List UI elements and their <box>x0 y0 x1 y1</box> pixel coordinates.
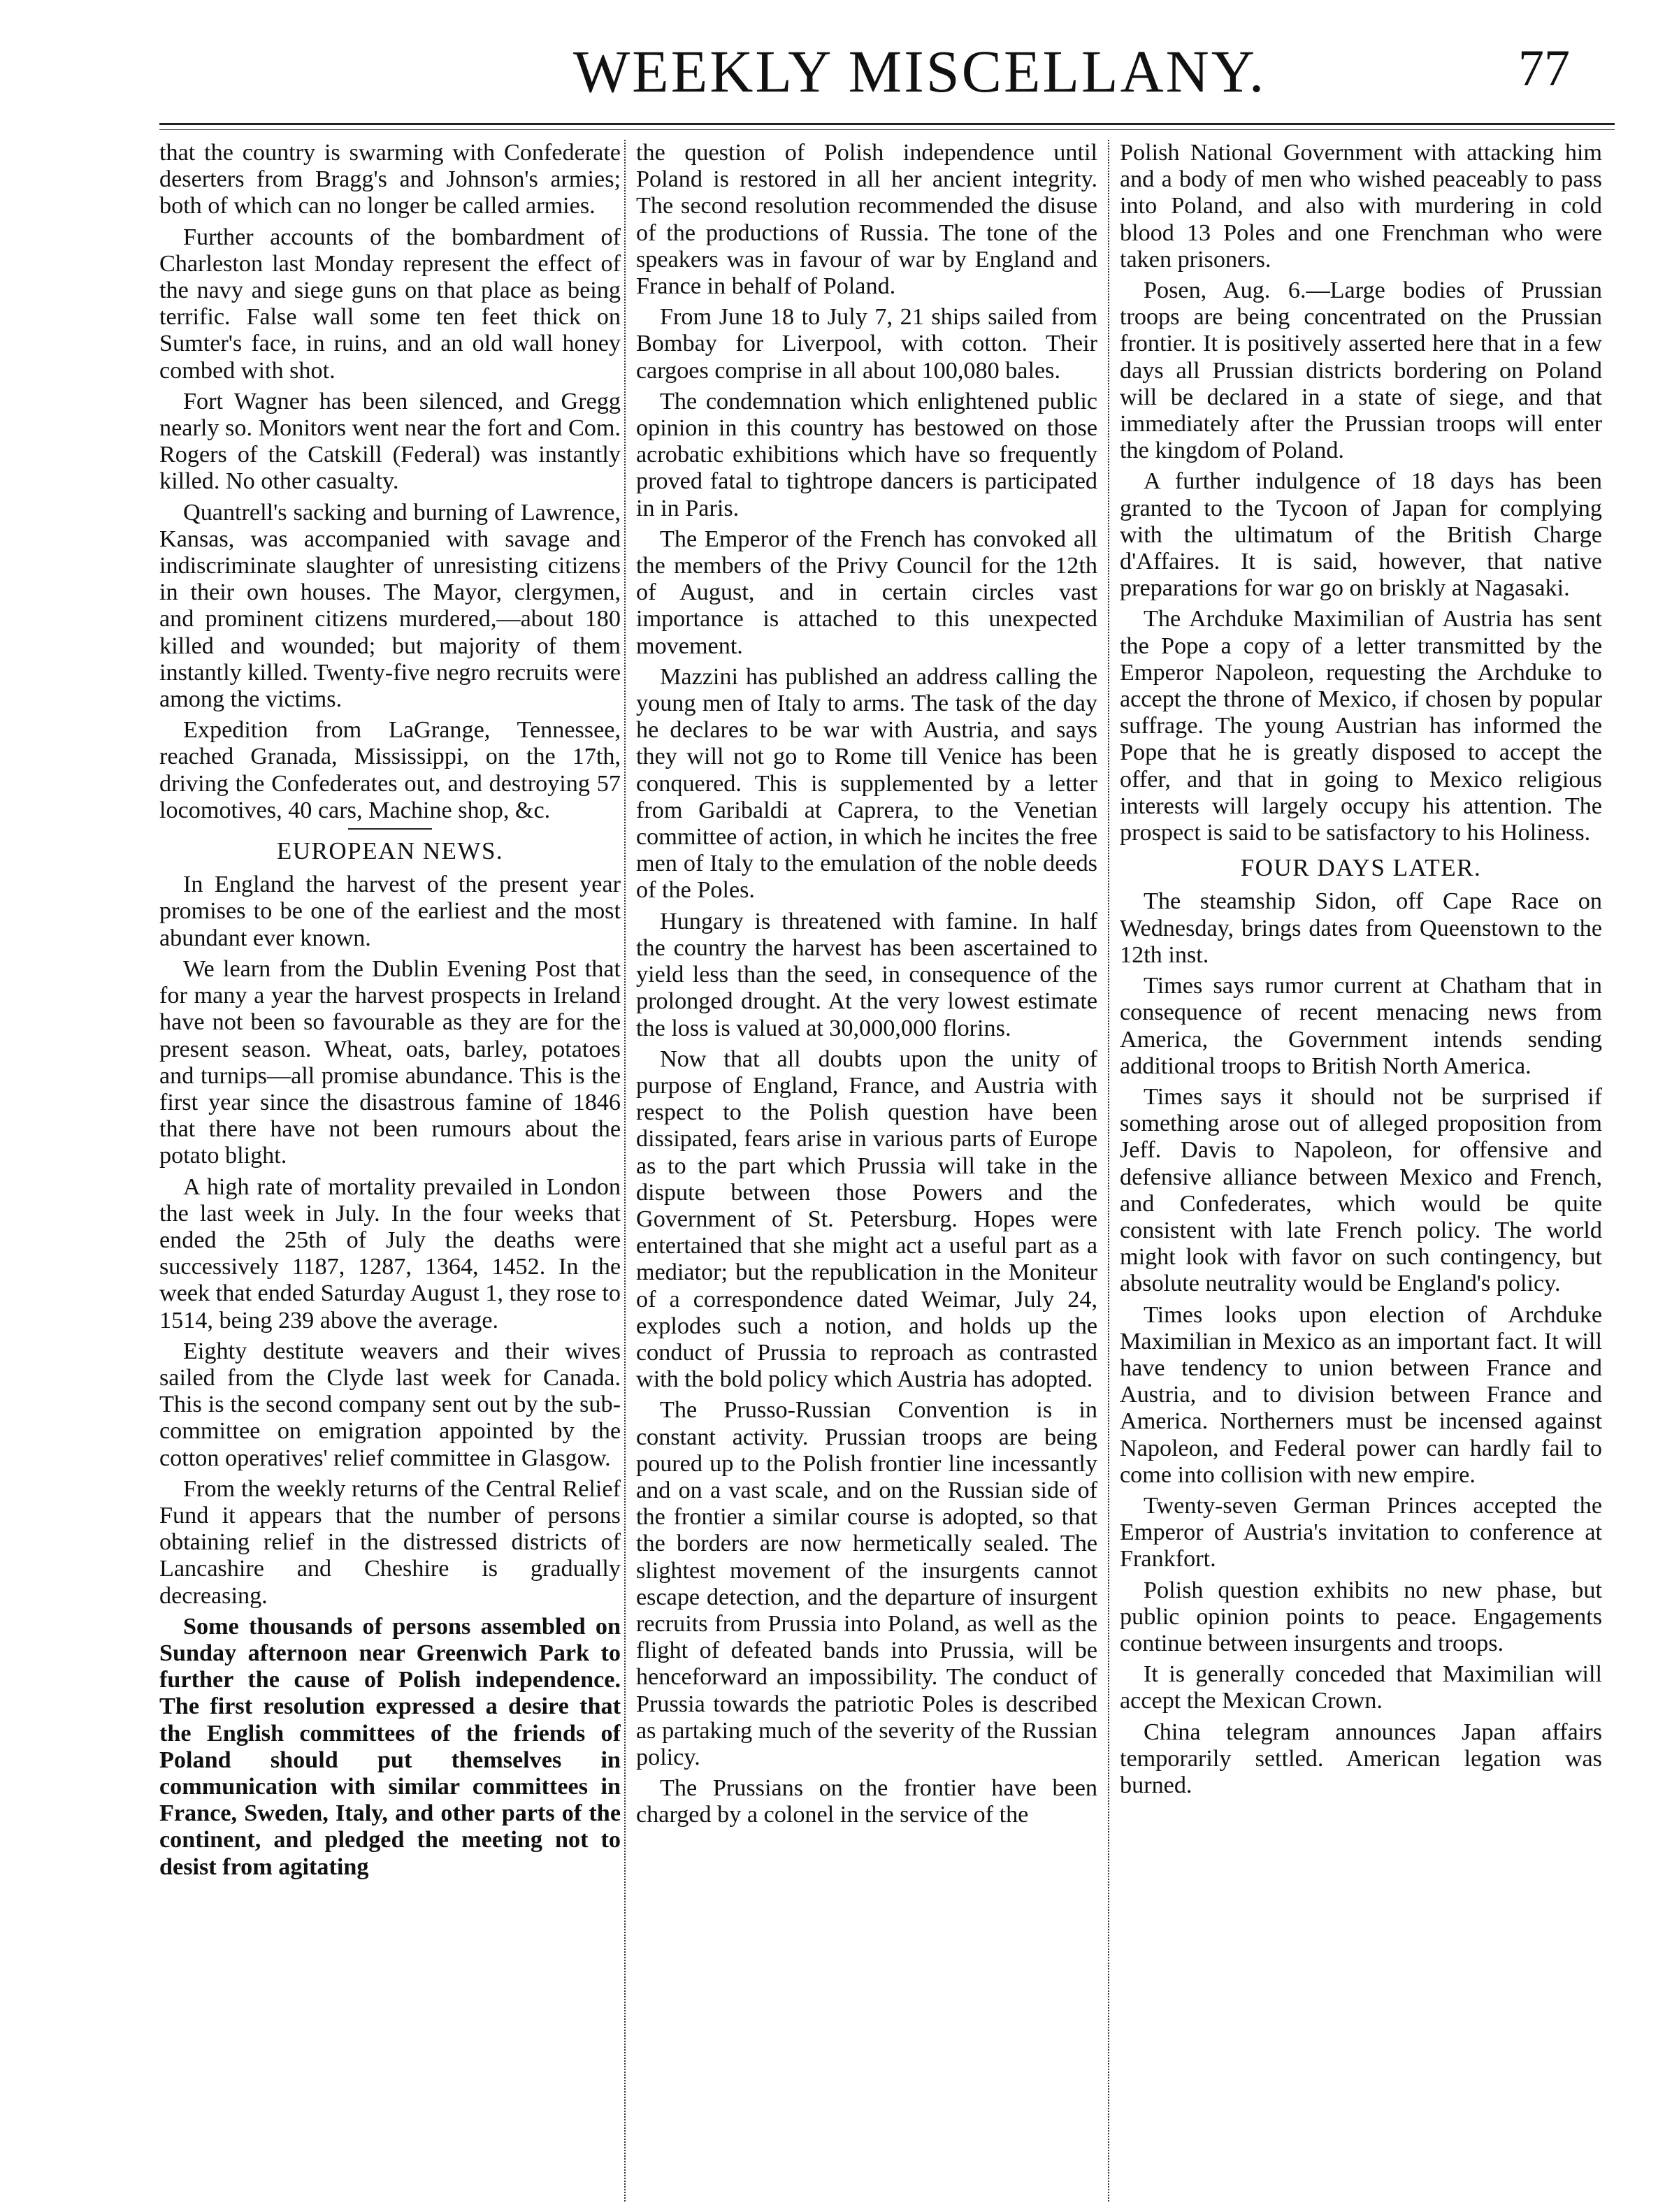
paragraph: Posen, Aug. 6.—Large bodies of Prussian troops are being concentrated on the Prussian frontier. It is positively asserted here that in a few days all Prussian districts bordering on Poland will be declared in a state of siege, and that immediately after the Prussian troops will enter the kingdom of Poland. <box>1120 277 1602 464</box>
masthead <box>0 28 1665 126</box>
paragraph: Polish National Government with attacking him and a body of men who wished peaceably to pass into Poland, and also with murdering in cold blood 13 Poles and one Frenchman who were taken prisoners. <box>1120 140 1602 273</box>
paragraph: The Prussians on the frontier have been charged by a colonel in the service of the <box>636 1775 1097 1828</box>
paragraph: The Prusso-Russian Convention is in constant activity. Prussian troops are being poured up to the Polish frontier line incessantly and on a vast scale, and on the Russian side of the frontier a similar course is adopted, so that the borders are now hermetically sealed. The slightest movement of the insurgents cannot escape detection, and the departure of insurgent recruits from Prussia into Poland, as well as the flight of defeated bands into Prussia, will be henceforward an impossibility. The conduct of Prussia towards the patriotic Poles is described as partaking much of the severity of the Russian policy. <box>636 1397 1097 1770</box>
column-3 <box>1120 140 1602 2202</box>
section-heading: FOUR DAYS LATER. <box>1240 854 1482 882</box>
column-1 <box>159 140 621 2202</box>
paragraph: It is generally conceded that Maximilian will accept the Mexican Crown. <box>1120 1661 1602 1714</box>
paragraph: Polish question exhibits no new phase, but public opinion points to peace. Engagements continue between insurgents and troops. <box>1120 1577 1602 1656</box>
paragraph: Eighty destitute weavers and their wives sailed from the Clyde last week for Canada. This is the second company sent out by the sub-committee on emigration appointed by the cotton operatives' relief committee in Glasgow. <box>159 1338 621 1471</box>
paragraph: Now that all doubts upon the unity of purpose of England, France, and Austria with respect to the Polish question have been dissipated, fears arise in various parts of Europe as to the part which Prussia will take in the dispute between those Powers and the Government of St. Petersburg. Hopes were entertained that she might act a useful part as a mediator; but the republication in the Moniteur of a correspondence dated Weimar, July 24, explodes such a notion, and holds up the conduct of Prussia to reproach as contrasted with the bold policy which Austria has adopted. <box>636 1046 1097 1393</box>
column-divider <box>624 140 626 2202</box>
page-title: WEEKLY MISCELLANY. <box>573 38 1267 105</box>
paragraph: We learn from the Dublin Evening Post that for many a year the harvest prospects in Ireland have not been so favourable as they are for the present season. Wheat, oats, barley, potatoes and turnips—all promise abundance. This is the first year since the disastrous famine of 1846 that there have not been rumours about the potato blight. <box>159 955 621 1169</box>
paragraph: Expedition from LaGrange, Tennessee, reached Granada, Mississippi, on the 17th, driving the Confederates out, and destroying 57 locomotives, 40 cars, Machine shop, &c. <box>159 717 621 823</box>
paragraph: Further accounts of the bombardment of Charleston last Monday represent the effect of the navy and siege guns on that place as being terrific. False wall some ten feet thick on Sumter's face, in ruins, and an old wall honey combed with shot. <box>159 224 621 384</box>
paragraph: Times looks upon election of Archduke Maximilian in Mexico as an important fact. It will have tendency to union between France and Austria, and to division between France and America. Northerners must be incensed against Napoleon, and Federal power can hardly fail to come into collision with new empire. <box>1120 1301 1602 1488</box>
column-2 <box>636 140 1097 2202</box>
paragraph: Hungary is threatened with famine. In half the country the harvest has been ascertained to yield less than the seed, in consequence of the prolonged drought. At the very lowest estimate the loss is valued at 30,000,000 florins. <box>636 908 1097 1041</box>
paragraph: Twenty-seven German Princes accepted the Emperor of Austria's invitation to conference at Frankfort. <box>1120 1492 1602 1573</box>
paragraph: The Archduke Maximilian of Austria has sent the Pope a copy of a letter transmitted by the Emperor Napoleon, requesting the Archduke to accept the throne of Mexico, if chosen by popular suffrage. The young Austrian has informed the Pope that he is greatly disposed to accept the offer, and that in going to Mexico religious interests will largely occupy his attention. The prospect is said to be satisfactory to his Holiness. <box>1120 606 1602 846</box>
paragraph: The condemnation which enlightened public opinion in this country has bestowed on those acrobatic exhibitions which have so frequently proved fatal to tightrope dancers is participated in in Paris. <box>636 388 1097 521</box>
paragraph: the question of Polish independence until Poland is restored in all her ancient integrity. The second resolution recommended the disuse of the productions of Russia. The tone of the speakers was in favour of war by England and France in behalf of Poland. <box>636 140 1097 300</box>
paragraph: From June 18 to July 7, 21 ships sailed from Bombay for Liverpool, with cotton. Their cargoes comprise in all about 100,080 bales. <box>636 304 1097 384</box>
paragraph: From the weekly returns of the Central Relief Fund it appears that the number of persons obtaining relief in the distressed districts of Lancashire and Cheshire is gradually decreasing. <box>159 1475 621 1609</box>
column-divider <box>1108 140 1109 2202</box>
page-number: 77 <box>1518 40 1570 97</box>
paragraph: Times says rumor current at Chatham that in consequence of recent menacing news from America, the Government intends sending additional troops to British North America. <box>1120 973 1602 1079</box>
paragraph: that the country is swarming with Confederate deserters from Bragg's and Johnson's armies; both of which can no longer be called armies. <box>159 140 621 219</box>
section-divider <box>348 828 432 830</box>
paragraph: Fort Wagner has been silenced, and Gregg nearly so. Monitors went near the fort and Com. Rogers of the Catskill (Federal) was instantly killed. No other casualty. <box>159 388 621 495</box>
paragraph: China telegram announces Japan affairs temporarily settled. American legation was burned. <box>1120 1719 1602 1798</box>
paragraph: Some thousands of persons assembled on Sunday afternoon near Greenwich Park to further the cause of Polish independence. The first resolution expressed a desire that the English committees of the friends of Poland should put themselves in communication with similar committees in France, Sweden, Italy, and other parts of the continent, and pledged the meeting not to desist from agitating <box>159 1613 621 1880</box>
paragraph: Times says it should not be surprised if something arose out of alleged proposition from Jeff. Davis to Napoleon, for offensive and defensive alliance between Mexico and French, and Confederates, which would be quite consistent with late French policy. The world might look with favor on such contingency, but absolute neutrality would be England's policy. <box>1120 1083 1602 1297</box>
paragraph: The steamship Sidon, off Cape Race on Wednesday, brings dates from Queenstown to the 12th inst. <box>1120 888 1602 968</box>
paragraph: The Emperor of the French has convoked all the members of the Privy Council for the 12th of August, and in certain circles vast importance is attached to this unexpected movement. <box>636 526 1097 659</box>
paragraph: A high rate of mortality prevailed in London the last week in July. In the four weeks that ended the 25th of July the deaths were successively 1187, 1287, 1364, 1452. In the week that ended Saturday August 1, they rose to 1514, being 239 above the average. <box>159 1173 621 1333</box>
section-heading: EUROPEAN NEWS. <box>276 837 504 865</box>
paragraph: Quantrell's sacking and burning of Lawrence, Kansas, was accompanied with savage and indiscriminate slaughter of unresisting citizens in their own houses. The Mayor, clergymen, and prominent citizens murdered,—about 180 killed and wounded; but majority of them instantly killed. Twenty-five negro recruits were among the victims. <box>159 499 621 713</box>
paragraph: In England the harvest of the present year promises to be one of the earliest and the most abundant ever known. <box>159 872 621 951</box>
masthead-rule <box>159 123 1615 130</box>
paragraph: Mazzini has published an address calling the young men of Italy to arms. The task of the day he declares to be war with Austria, and says they will not go to Rome till Venice has been conquered. This is supplemented by a letter from Garibaldi at Caprera, to the Venetian committee of action, in which he incites the free men of Italy to the emulation of the noble deeds of the Poles. <box>636 663 1097 904</box>
paragraph: A further indulgence of 18 days has been granted to the Tycoon of Japan for complying with the ultimatum of the British Charge d'Affaires. It is said, however, that native preparations for war go on briskly at Nagasaki. <box>1120 468 1602 602</box>
